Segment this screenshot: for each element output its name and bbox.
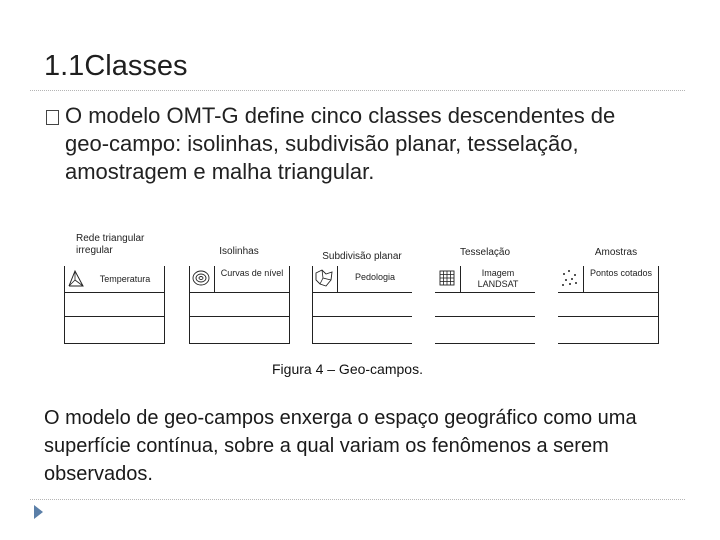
- bullet-icon: [46, 110, 59, 125]
- geo-campos-figure: [62, 230, 662, 348]
- slide-arrow-icon: [34, 505, 43, 519]
- figure-column-tesselacao: [435, 230, 535, 348]
- column-box: [189, 266, 289, 344]
- title-divider: [30, 90, 685, 91]
- slide-title: 1.1Classes: [44, 50, 188, 82]
- contour-lines-icon: [191, 268, 211, 288]
- triangle-network-icon: [66, 268, 86, 288]
- planar-subdivision-icon: [314, 268, 334, 288]
- figure-column-rede-triangular: [64, 230, 164, 348]
- column-title: Tesselação: [459, 247, 511, 258]
- figure-column-subdivisao-planar: [312, 230, 412, 348]
- column-title: Rede triangular irregular: [76, 233, 145, 256]
- column-title: Amostras: [594, 247, 638, 258]
- column-attribute: Pedologia: [354, 272, 396, 282]
- grid-tessellation-icon: [437, 268, 457, 288]
- footer-divider: [30, 499, 685, 500]
- bullet-text: O modelo OMT-G define cinco classes descendentes de geo-campo: isolinhas, subdivisão planar, tesselação, amostragem e malha triangular.: [65, 103, 616, 184]
- body-paragraph: O modelo de geo-campos enxerga o espaço geográfico como uma superfície contínua, sobre a qual variam os fenômenos a serem observados.: [44, 407, 637, 485]
- column-box: [558, 266, 658, 344]
- column-box: [64, 266, 164, 344]
- column-attribute: Temperatura: [99, 274, 151, 284]
- column-title: Isolinhas: [219, 246, 259, 257]
- column-attribute: Imagem LANDSAT: [477, 268, 519, 289]
- sample-points-icon: [560, 268, 580, 288]
- column-attribute: Pontos cotados: [589, 268, 653, 278]
- figure-column-isolinhas: [189, 230, 289, 348]
- column-title: Subdivisão planar: [322, 251, 402, 262]
- column-box: [435, 266, 535, 344]
- figure-column-amostras: [558, 230, 658, 348]
- figure-caption: Figura 4 – Geo-campos.: [272, 361, 423, 377]
- column-box: [312, 266, 412, 344]
- column-attribute: Curvas de nível: [220, 268, 284, 278]
